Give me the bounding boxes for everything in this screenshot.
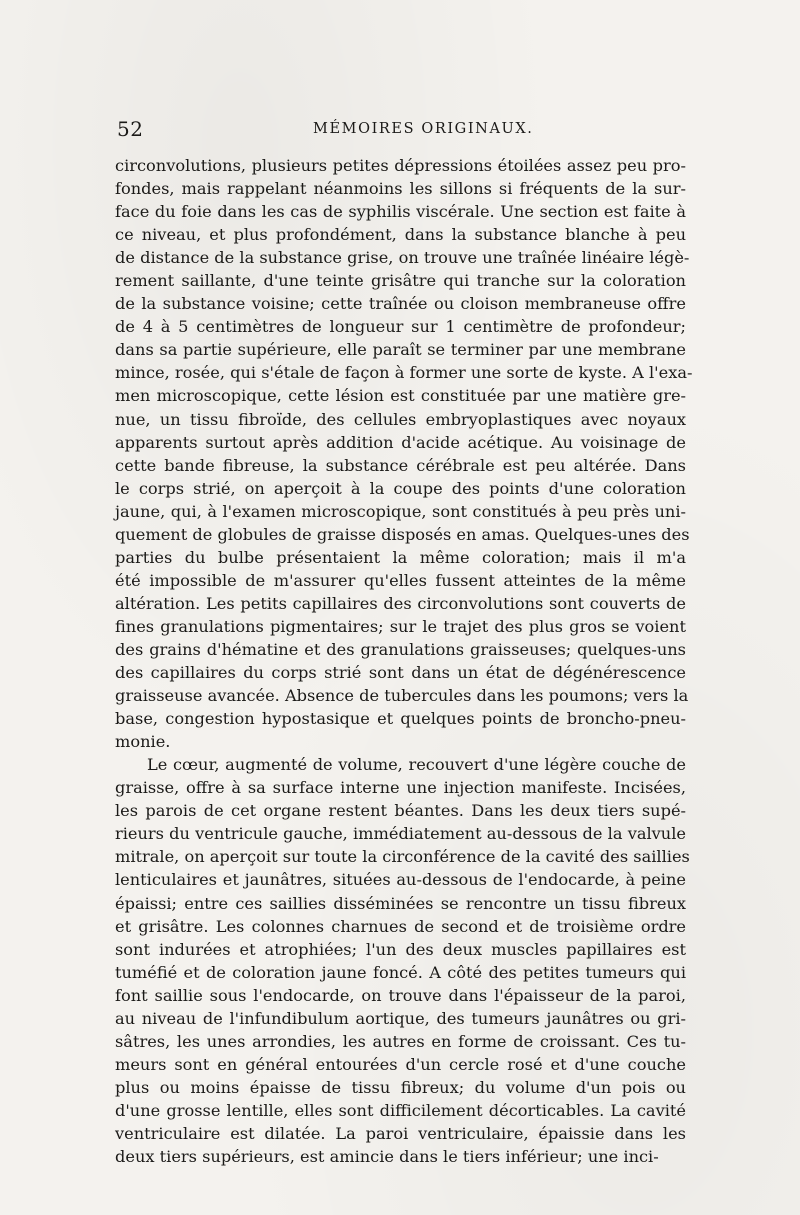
text-line: et grisâtre. Les colonnes charnues de second et de troisième ordre bbox=[115, 916, 686, 936]
paragraph-autopsy-brain bbox=[115, 154, 693, 753]
text-line: monie. bbox=[115, 732, 171, 752]
text-line: Le cœur, augmenté de volume, recouvert d'une légère couche de bbox=[147, 755, 686, 775]
paragraph-autopsy-heart bbox=[115, 753, 690, 1168]
text-line: fondes, mais rappelant néanmoins les sillons si fréquents de la sur- bbox=[115, 179, 686, 199]
text-line: tuméfié et de coloration jaune foncé. A côté des petites tumeurs qui bbox=[115, 962, 686, 982]
text-line: de la substance voisine; cette traînée ou cloison membraneuse offre bbox=[115, 294, 686, 314]
text-line: mitrale, on aperçoit sur toute la circonférence de la cavité des saillies bbox=[115, 847, 690, 867]
text-line: plus ou moins épaisse de tissu fibreux; du volume d'un pois ou bbox=[115, 1077, 686, 1097]
text-line: rieurs du ventricule gauche, immédiatement au-dessous de la valvule bbox=[115, 824, 686, 844]
text-line: été impossible de m'assurer qu'elles fussent atteintes de la même bbox=[115, 570, 686, 590]
text-line: épaissi; entre ces saillies disséminées se rencontre un tissu fibreux bbox=[115, 893, 686, 913]
page-header bbox=[117, 117, 687, 143]
text-line: graisseuse avancée. Absence de tubercules dans les poumons; vers la bbox=[115, 686, 689, 706]
text-line: nue, un tissu fibroïde, des cellules embryoplastiques avec noyaux bbox=[115, 409, 686, 429]
text-line: circonvolutions, plusieurs petites dépressions étoilées assez peu pro- bbox=[115, 156, 686, 175]
text-line: fines granulations pigmentaires; sur le trajet des plus gros se voient bbox=[115, 616, 686, 636]
text-line: apparents surtout après addition d'acide acétique. Au voisinage de bbox=[115, 432, 686, 452]
text-line: ventriculaire est dilatée. La paroi ventriculaire, épaissie dans les bbox=[115, 1123, 686, 1143]
running-title: MÉMOIRES ORIGINAUX. bbox=[313, 121, 534, 137]
text-line: graisse, offre à sa surface interne une injection manifeste. Incisées, bbox=[115, 778, 686, 798]
text-line: quement de globules de graisse disposés en amas. Quelques-unes des bbox=[115, 524, 690, 544]
text-line: ce niveau, et plus profondément, dans la substance blanche à peu bbox=[115, 225, 686, 245]
text-line: mince, rosée, qui s'étale de façon à former une sorte de kyste. A l'exa- bbox=[115, 363, 693, 383]
text-line: base, congestion hypostasique et quelques points de broncho-pneu- bbox=[115, 709, 686, 729]
text-line: dans sa partie supérieure, elle paraît se terminer par une membrane bbox=[115, 340, 686, 360]
text-line: le corps strié, on aperçoit à la coupe des points d'une coloration bbox=[115, 478, 686, 498]
text-line: de distance de la substance grise, on trouve une traînée linéaire légè- bbox=[115, 248, 690, 268]
body-text bbox=[115, 154, 693, 1168]
text-line: des capillaires du corps strié sont dans un état de dégénérescence bbox=[115, 663, 686, 683]
text-line: meurs sont en général entourées d'un cercle rosé et d'une couche bbox=[115, 1054, 686, 1074]
text-line: sont indurées et atrophiées; l'un des deux muscles papillaires est bbox=[115, 939, 686, 959]
text-line: lenticulaires et jaunâtres, situées au-dessous de l'endocarde, à peine bbox=[115, 870, 686, 890]
text-line: parties du bulbe présentaient la même coloration; mais il m'a bbox=[115, 547, 686, 567]
text-line: sâtres, les unes arrondies, les autres en forme de croissant. Ces tu- bbox=[115, 1031, 686, 1051]
text-line: men microscopique, cette lésion est constituée par une matière gre- bbox=[115, 386, 686, 406]
text-line: d'une grosse lentille, elles sont difficilement décorticables. La cavité bbox=[115, 1100, 686, 1120]
text-line: au niveau de l'infundibulum aortique, des tumeurs jaunâtres ou gri- bbox=[115, 1008, 686, 1028]
text-line: cette bande fibreuse, la substance cérébrale est peu altérée. Dans bbox=[115, 455, 686, 475]
text-line: des grains d'hématine et des granulations graisseuses; quelques-uns bbox=[115, 639, 686, 659]
text-line: les parois de cet organe restent béantes. Dans les deux tiers supé- bbox=[115, 801, 686, 821]
text-line: deux tiers supérieurs, est amincie dans le tiers inférieur; une inci- bbox=[115, 1147, 659, 1167]
text-line: altération. Les petits capillaires des circonvolutions sont couverts de bbox=[115, 593, 686, 613]
text-line: jaune, qui, à l'examen microscopique, sont constitués à peu près uni- bbox=[115, 501, 686, 521]
text-line: de 4 à 5 centimètres de longueur sur 1 centimètre de profondeur; bbox=[115, 317, 686, 337]
text-line: rement saillante, d'une teinte grisâtre qui tranche sur la coloration bbox=[115, 271, 686, 291]
page-number: 52 bbox=[117, 117, 144, 141]
text-line: face du foie dans les cas de syphilis viscérale. Une section est faite à bbox=[115, 202, 686, 222]
text-line: font saillie sous l'endocarde, on trouve dans l'épaisseur de la paroi, bbox=[115, 985, 686, 1005]
